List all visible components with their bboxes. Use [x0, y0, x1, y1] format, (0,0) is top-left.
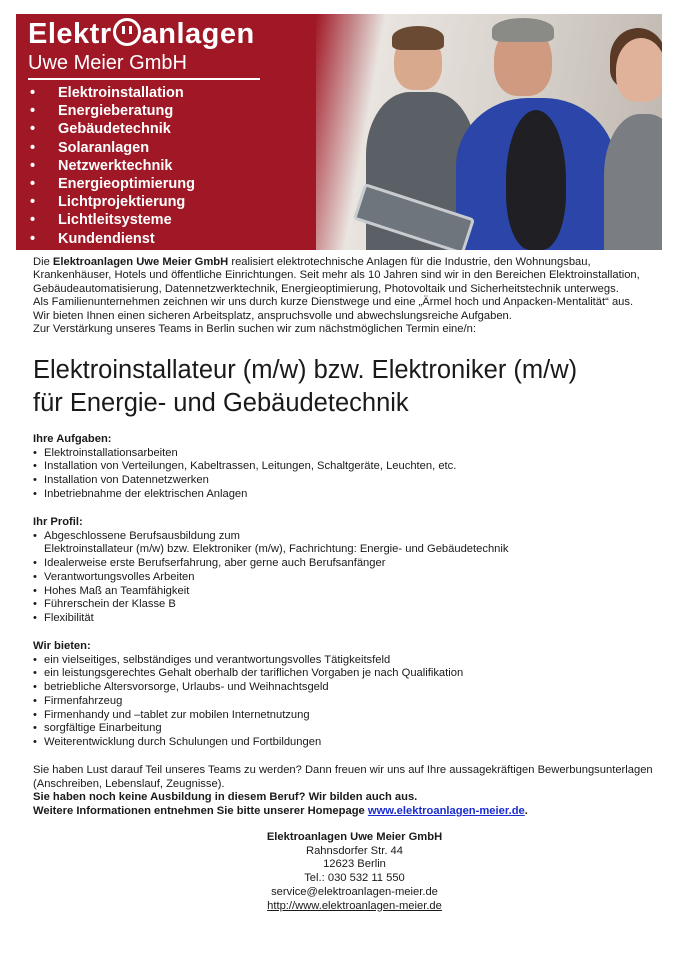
list-item: • sorgfältige Einarbeitung — [33, 722, 663, 736]
list-item: • Firmenfahrzeug — [33, 695, 663, 709]
contact-phone: Tel.: 030 532 11 550 — [304, 872, 405, 885]
services-list — [30, 84, 195, 248]
intro-offer-line: Wir bieten Ihnen einen sicheren Arbeitsplatz, anspruchsvolle und abwechslungsreiche Aufgaben. — [33, 309, 512, 322]
tasks-section — [33, 433, 663, 502]
photo-person-right-body — [604, 114, 662, 250]
contact-website[interactable]: http://www.elektroanlagen-meier.de — [267, 899, 442, 912]
service-item: • Netzwerktechnik — [30, 157, 173, 174]
intro-text — [33, 256, 663, 336]
intro-family-line: Als Familienunternehmen zeichnen wir uns durch kurze Dienstwege und eine „Ärmel hoch und Anpacken-Mentalität“ aus. — [33, 296, 634, 309]
intro-search-line: Zur Verstärkung unseres Teams in Berlin suchen wir zum nächstmöglichen Termin eine/n: — [33, 323, 476, 336]
contact-city: 12623 Berlin — [323, 858, 386, 871]
header-banner — [16, 14, 662, 250]
closing-text — [33, 764, 667, 819]
list-item: • Hohes Maß an Teamfähigkeit — [33, 585, 663, 599]
list-item: • Elektroinstallationsarbeiten — [33, 447, 663, 461]
photo-person-right-head — [616, 38, 662, 102]
service-item: • Lichtprojektierung — [30, 194, 186, 211]
list-item: • Weiterentwicklung durch Schulungen und Fortbildungen — [33, 736, 663, 750]
logo-subtitle: Uwe Meier GmbH — [28, 52, 187, 74]
service-item: • Solaranlagen — [30, 139, 150, 156]
list-item: • Firmenhandy und –tablet zur mobilen Internetnutzung — [33, 709, 663, 723]
list-item: • Verantwortungsvolles Arbeiten — [33, 571, 663, 585]
tasks-heading: Ihre Aufgaben: — [33, 433, 112, 445]
list-item: • Führerschein der Klasse B — [33, 598, 663, 612]
profile-heading: Ihr Profil: — [33, 516, 83, 528]
profile-list — [33, 530, 663, 626]
profile-section — [33, 516, 663, 626]
service-item: • Kundendienst — [30, 230, 155, 247]
contact-block — [0, 831, 677, 913]
service-item: • Elektroinstallation — [30, 85, 184, 101]
tasks-list — [33, 447, 663, 502]
plug-icon — [113, 18, 141, 46]
homepage-note: Weitere Informationen entnehmen Sie bitte unserer Homepage www.elektroanlagen-meier.de. — [33, 805, 528, 818]
service-item: • Gebäudetechnik — [30, 121, 171, 138]
application-invite: Sie haben Lust darauf Teil unseres Teams zu werden? Dann freuen wir uns auf Ihre aussagekräftigen Bewerbungsunterlagen (Anschreiben, Lebenslauf, Zeugnisse). — [33, 764, 653, 790]
company-name: Elektroanlagen Uwe Meier GmbH — [52, 256, 229, 268]
list-item: • Flexibilität — [33, 612, 663, 626]
photo-person-center-vest — [506, 110, 566, 250]
list-item: • betriebliche Altersvorsorge, Urlaubs- und Weihnachtsgeld — [33, 681, 663, 695]
job-title: Elektroinstallateur (m/w) bzw. Elektroniker (m/w) für Energie- und Gebäudetechnik — [33, 356, 578, 417]
company-logo: Elektr anlagen — [28, 18, 255, 50]
service-item: • Lichtleitsysteme — [30, 212, 172, 229]
contact-email[interactable]: service@elektroanlagen-meier.de — [271, 885, 438, 898]
benefits-section — [33, 640, 663, 750]
photo-person-left-hair — [392, 26, 444, 50]
benefits-heading: Wir bieten: — [33, 640, 91, 652]
intro-paragraph: Die Elektroanlagen Uwe Meier GmbH realisiert elektrotechnische Anlagen für die Industrie, den Wohnungsbau, Krankenhäuser, Hotels und öffentliche Einrichtungen. Seit mehr als 10 Jahren sind wir in den Bereichen Elektroinstallation, Gebäudeautomatisierung, Datennetzwerktechnik, Energieoptimierung, Photovoltaik und Sicherheitstechnik unterwegs. — [33, 256, 640, 295]
list-item: • Installation von Verteilungen, Kabeltrassen, Leitungen, Schaltgeräte, Leuchten, etc. — [33, 460, 663, 474]
service-item: • Energieberatung — [30, 103, 174, 120]
homepage-link[interactable]: www.elektroanlagen-meier.de — [367, 805, 525, 818]
list-item: • Idealerweise erste Berufserfahrung, aber gerne auch Berufsanfänger — [33, 557, 663, 571]
benefits-list — [33, 654, 663, 750]
list-item: • ein leistungsgerechtes Gehalt oberhalb der tariflichen Vorgaben je nach Qualifikation — [33, 667, 663, 681]
list-item: • ein vielseitiges, selbständiges und verantwortungsvolles Tätigkeitsfeld — [33, 654, 663, 668]
contact-street: Rahnsdorfer Str. 44 — [305, 844, 403, 857]
list-item: • Installation von Datennetzwerken — [33, 474, 663, 488]
list-item: • Abgeschlossene Berufsausbildung zum Elektroinstallateur (m/w) bzw. Elektroniker (m/w), Fachrichtung: Energie- und Gebäudetechnik — [33, 530, 663, 557]
logo-divider — [28, 78, 260, 80]
contact-company: Elektroanlagen Uwe Meier GmbH — [266, 831, 443, 843]
team-photo — [316, 14, 662, 250]
training-note: Sie haben noch keine Ausbildung in diesem Beruf? Wir bilden auch aus. — [33, 791, 418, 804]
service-item: • Energieoptimierung — [30, 175, 195, 192]
photo-person-center-hair — [492, 18, 554, 42]
list-item: • Inbetriebnahme der elektrischen Anlagen — [33, 488, 663, 502]
